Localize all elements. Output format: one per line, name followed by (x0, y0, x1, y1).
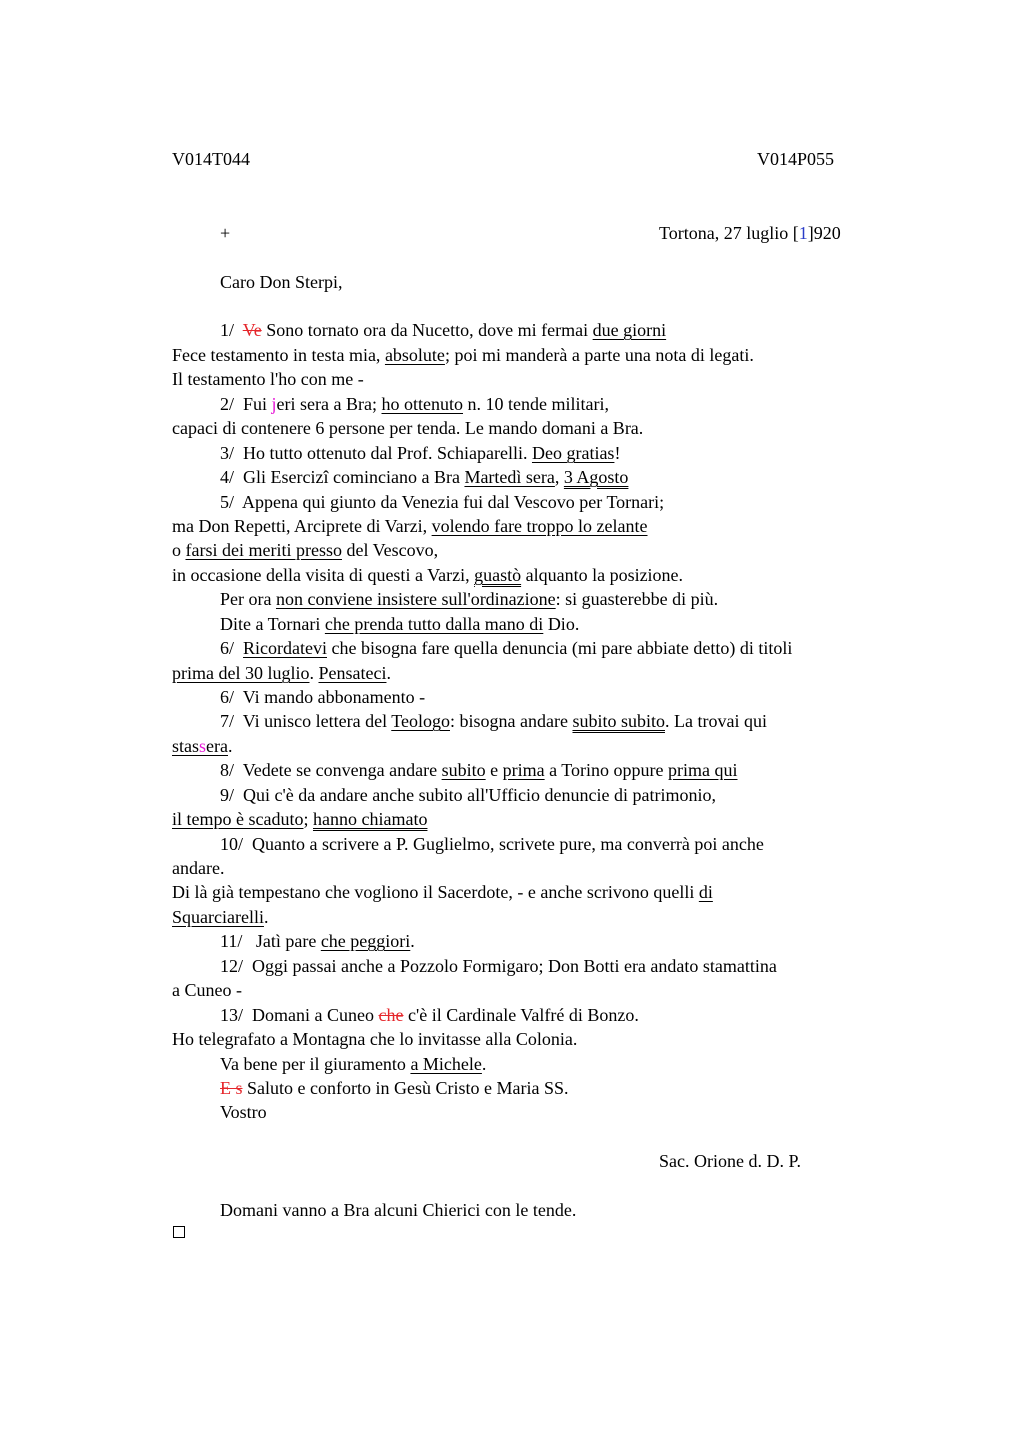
letter-line: Ho telegrafato a Montagna che lo invitasse alla Colonia. (172, 1029, 578, 1049)
letter-line: Per ora non conviene insistere sull'ordinazione: si guasterebbe di più. (220, 589, 719, 609)
letter-line: capaci di contenere 6 persone per tenda. Le mando domani a Bra. (172, 418, 644, 438)
letter-line: Vostro (220, 1102, 267, 1122)
letter-line: Il testamento l'ho con me - (172, 369, 364, 389)
editorial-digit: 1 (798, 223, 808, 243)
cross-mark: + (220, 223, 231, 243)
letter-line: prima del 30 luglio. Pensateci. (172, 663, 391, 683)
letter-line: 7/ Vi unisco lettera del Teologo: bisogna andare subito subito. La trovai qui (220, 711, 767, 731)
letter-line: stassera. (172, 736, 233, 756)
document-code-right: V014P055 (757, 149, 835, 169)
letter-line: andare. (172, 858, 225, 878)
letter-line: E s Saluto e conforto in Gesù Cristo e Maria SS. (220, 1078, 569, 1098)
letter-line: o farsi dei meriti presso del Vescovo, (172, 540, 439, 560)
letter-line: Dite a Tornari che prenda tutto dalla mano di Dio. (220, 614, 580, 634)
postscript: Domani vanno a Bra alcuni Chierici con le tende. (220, 1200, 577, 1220)
letter-line: 13/ Domani a Cuneo che c'è il Cardinale Valfré di Bonzo. (220, 1005, 639, 1025)
deleted-text: E s (220, 1078, 243, 1098)
letter-line: Squarciarelli. (172, 907, 269, 927)
letter-line: a Cuneo - (172, 980, 242, 1000)
signature: Sac. Orione d. D. P. (659, 1151, 801, 1171)
letter-line: il tempo è scaduto; hanno chiamato (172, 809, 428, 829)
letter-line: 8/ Vedete se convenga andare subito e prima a Torino oppure prima qui (220, 760, 738, 780)
letter-line: 5/ Appena qui giunto da Venezia fui dal Vescovo per Tornari; (220, 492, 665, 512)
greeting: Caro Don Sterpi, (220, 272, 343, 292)
letter-line: 12/ Oggi passai anche a Pozzolo Formigaro; Don Botti era andato stamattina (220, 956, 777, 976)
letter-line: 9/ Qui c'è da andare anche subito all'Ufficio denuncie di patrimonio, (220, 785, 717, 805)
deleted-text: Ve (242, 320, 262, 340)
letter-line: Va bene per il giuramento a Michele. (220, 1054, 487, 1074)
place-date: Tortona, 27 luglio [1]920 (659, 223, 841, 243)
letter-line: 11/ Jatì pare che peggiori. (220, 931, 415, 951)
letter-line: 6/ Vi mando abbonamento - (220, 687, 426, 707)
letter-line: Fece testamento in testa mia, absolute; poi mi manderà a parte una nota di legati. (172, 345, 754, 365)
deleted-text: che (378, 1005, 404, 1025)
letter-line: 6/ Ricordatevi che bisogna fare quella denuncia (mi pare abbiate detto) di titoli (220, 638, 793, 658)
letter-line: in occasione della visita di questi a Varzi, guastò alquanto la posizione. (172, 565, 684, 585)
letter-line: ma Don Repetti, Arciprete di Varzi, volendo fare troppo lo zelante (172, 516, 648, 536)
letter-line: 10/ Quanto a scrivere a P. Guglielmo, scrivete pure, ma converrà poi anche (220, 834, 764, 854)
letter-line: Di là già tempestano che vogliono il Sacerdote, - e anche scrivono quelli di (172, 882, 713, 902)
letter-line: 4/ Gli Esercizi cominciano a Bra Martedì sera, 3 Agosto (220, 467, 629, 487)
document-code-left: V014T044 (172, 149, 250, 169)
letter-line: 3/ Ho tutto ottenuto dal Prof. Schiaparelli. Deo gratias! (220, 443, 621, 463)
letter-line: 2/ Fui jeri sera a Bra; ho ottenuto n. 10 tende militari, (220, 394, 609, 414)
end-marker-box (173, 1226, 185, 1238)
letter-line: 1/ Ve Sono tornato ora da Nucetto, dove mi fermai due giorni (220, 320, 667, 340)
